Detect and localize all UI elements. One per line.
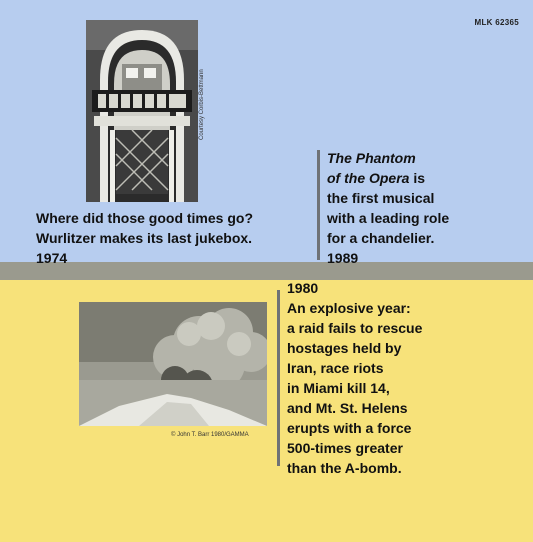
phantom-caption-year: 1989 xyxy=(327,250,359,266)
catalog-number: MLK 62365 xyxy=(474,18,519,27)
volcano-caption-line: than the A-bomb. xyxy=(287,460,402,476)
phantom-title-cont: of the Opera xyxy=(327,170,410,186)
volcano-caption-line: and Mt. St. Helens xyxy=(287,400,408,416)
jukebox-caption-line: Wurlitzer makes its last jukebox. xyxy=(36,230,253,246)
phantom-caption xyxy=(327,148,449,268)
phantom-caption-line: for a chandelier. xyxy=(327,230,435,246)
jukebox-caption-year: 1974 xyxy=(36,250,68,266)
jukebox-photo xyxy=(86,20,198,202)
volcano-rule xyxy=(277,290,280,466)
jukebox-caption xyxy=(36,208,253,268)
volcano-caption-line: hostages held by xyxy=(287,340,402,356)
volcano-caption-line: in Miami kill 14, xyxy=(287,380,390,396)
volcano-caption xyxy=(287,278,422,478)
phantom-caption-line xyxy=(327,168,449,188)
phantom-caption-is: is xyxy=(413,170,426,186)
volcano-illustration xyxy=(79,302,267,426)
volcano-caption-line: An explosive year: xyxy=(287,300,411,316)
phantom-title: The Phantom xyxy=(327,150,416,166)
volcano-caption-line: erupts with a force xyxy=(287,420,412,436)
jukebox-illustration xyxy=(86,20,198,202)
volcano-caption-year: 1980 xyxy=(287,280,319,296)
volcano-caption-line: 500-times greater xyxy=(287,440,403,456)
jukebox-photo-credit: Courtesy Corbis-Bettmann xyxy=(199,69,205,140)
volcano-caption-line: a raid fails to rescue xyxy=(287,320,423,336)
phantom-caption-line: with a leading role xyxy=(327,210,450,226)
phantom-rule xyxy=(317,150,320,260)
volcano-photo xyxy=(79,302,267,426)
jukebox-caption-line: Where did those good times go? xyxy=(36,210,253,226)
volcano-photo-credit: © John T. Barr 1980/GAMMA xyxy=(171,432,249,438)
phantom-caption-line: the first musical xyxy=(327,190,435,206)
volcano-caption-line: Iran, race riots xyxy=(287,360,384,376)
